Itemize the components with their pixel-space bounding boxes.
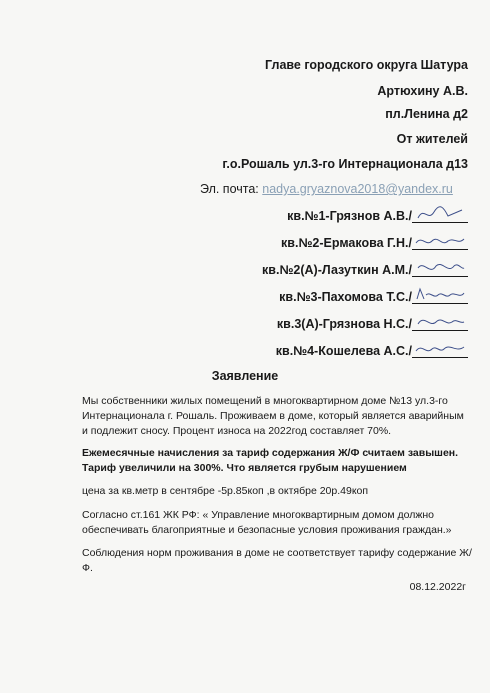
- sender-address: г.о.Рошаль ул.3-го Интернационала д13: [222, 157, 468, 171]
- apartment-label: кв.№2(А)-Лазуткин А.М./: [262, 263, 412, 277]
- apartment-row: [276, 338, 468, 358]
- paragraph-5: Соблюдения норм проживания в доме не соответствует тарифу содержание Ж/Ф.: [82, 547, 472, 574]
- paragraph-2: Ежемесячные начисления за тариф содержания Ж/Ф считаем завышен. Тариф увеличили на 300%. Что является грубым нарушением: [82, 447, 459, 474]
- email-line: [200, 182, 453, 196]
- apartment-row: [262, 257, 468, 277]
- signature-icon: [414, 258, 466, 278]
- signature-line: [412, 343, 468, 358]
- email-label: Эл. почта:: [200, 182, 259, 196]
- apartment-label: кв.№1-Грязнов А.В./: [287, 209, 412, 223]
- signature-line: [412, 289, 468, 304]
- signature-line: [412, 235, 468, 250]
- paragraph-4: Согласно ст.161 ЖК РФ: « Управление многоквартирным домом должно обеспечивать благоприятные и безопасные условия проживания граждан.»: [82, 509, 452, 536]
- paragraph-1: Мы собственники жилых помещений в многоквартирном доме №13 ул.3-го Интернационала г. Рошаль. Проживаем в доме, который является аварийным и подлежит сносу. Процент износа на 2022год составляет 70%.: [82, 395, 464, 437]
- apartment-label: кв.3(А)-Грязнова Н.С./: [276, 317, 412, 331]
- signature-icon: [414, 231, 466, 251]
- document-date: 08.12.2022г: [409, 581, 466, 593]
- from-label: От жителей: [396, 132, 468, 146]
- apartment-label: кв.№4-Кошелева А.С./: [275, 344, 412, 358]
- signature-line: [412, 262, 468, 277]
- apartment-label: кв.№3-Пахомова Т.С./: [279, 290, 412, 304]
- apartment-row: [279, 284, 468, 304]
- recipient-name: Артюхину А.В.: [377, 84, 468, 98]
- apartment-row: [281, 230, 468, 250]
- apartment-row: [277, 311, 468, 331]
- signature-line: [412, 316, 468, 331]
- recipient-address: пл.Ленина д2: [385, 107, 468, 121]
- signature-icon: [414, 339, 466, 359]
- apartment-label: кв.№2-Ермакова Г.Н./: [281, 236, 412, 250]
- document-title: Заявление: [211, 369, 279, 383]
- signature-line: [412, 208, 468, 223]
- apartment-row: [287, 203, 468, 223]
- signature-icon: [414, 312, 466, 332]
- paragraph-3: цена за кв.метр в сентябре -5р.85коп ,в октябре 20р.49коп: [82, 485, 369, 497]
- signature-icon: [414, 204, 466, 224]
- email-link[interactable]: nadya.gryaznova2018@yandex.ru: [262, 182, 453, 196]
- recipient-title: Главе городского округа Шатура: [265, 58, 468, 72]
- signature-icon: [414, 285, 466, 305]
